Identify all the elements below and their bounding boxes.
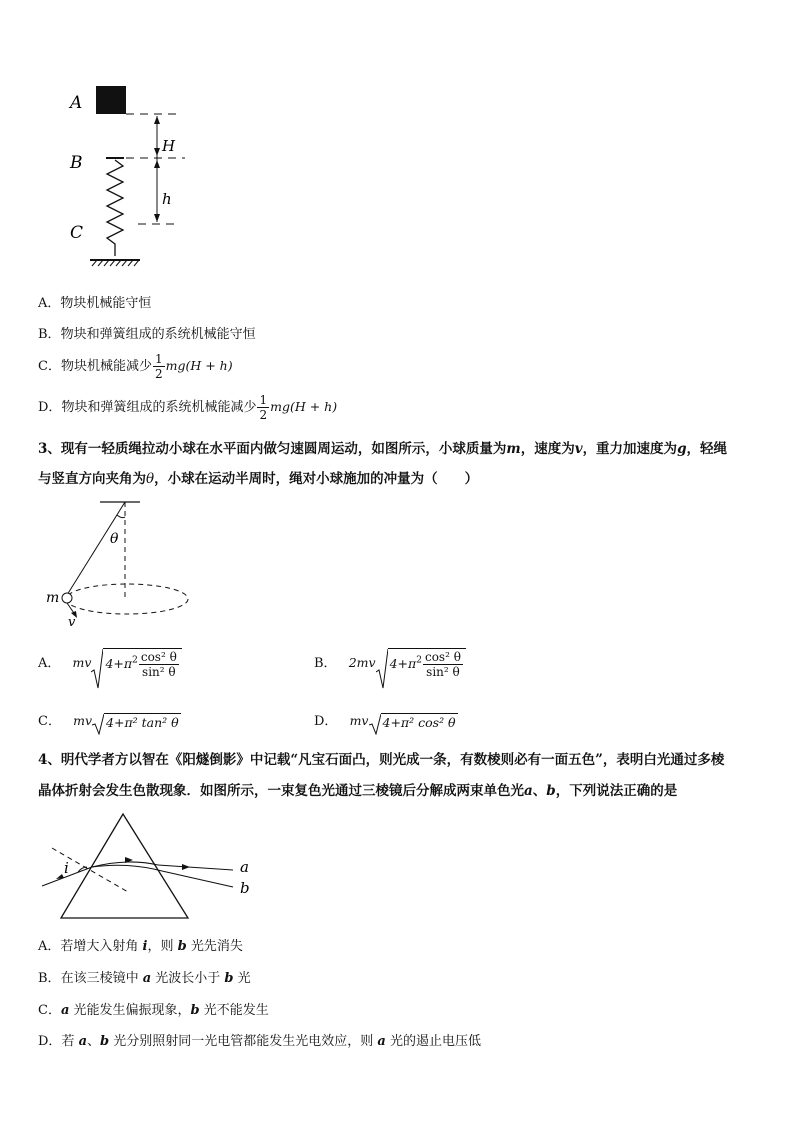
q4-option-b[interactable]: B．在该三棱镜中 a 光波长小于 b 光 [38,971,251,986]
option-key: D． [314,714,338,729]
sqrt-radical: $4+\pi^2$ $\frac{\text{cos² θ}}{\text{sin² θ}}$ [376,648,466,679]
q3-stem-line2: 与竖直方向夹角为θ，小球在运动半周时，绳对小球施加的冲量为（ ） [38,471,479,487]
q4-option-c[interactable]: C．a 光能发生偏振现象，b 光不能发生 [38,1003,269,1018]
fig4-i: i [64,859,69,877]
q4-stem-line1: 4、明代学者方以智在《阳燧倒影》中记载“凡宝石面凸，则光成一条，有数棱则必有一面五色”，表明白光通过多棱 [38,752,725,768]
q3-option-d[interactable] [314,710,458,731]
fig4-a: a [240,858,249,876]
arrow-up-icon [154,160,160,168]
option-text: 物块和弹簧组成的系统机械能守恒 [60,327,256,342]
option-key: C． [38,359,61,374]
ray-b-inside [92,865,162,871]
fig1-label-H: H [162,137,176,155]
option-text: 物块和弹簧组成的系统机械能减少 [61,400,257,415]
option-text: 物块机械能守恒 [60,296,152,311]
ray-b-out [162,871,233,887]
fig4-b: b [240,879,250,897]
orbit-ellipse [66,584,188,614]
fig3-theta: θ [110,531,119,547]
formula: 2mv [348,655,376,670]
fig1-label-c: C [70,223,84,243]
block [96,86,126,114]
option-key: C． [38,714,61,729]
arrow-down-icon [154,214,160,222]
sqrt-radical: $4+\pi^2$ $\frac{\text{cos² θ}}{\text{sin² θ}}$ [91,648,181,679]
arrow-up-icon [154,116,160,124]
fig1-label-h: h [162,190,172,208]
arrow-icon [182,864,190,870]
formula: mg(H + h) [165,358,233,373]
q2-option-d[interactable] [38,393,337,422]
q2-option-a[interactable] [38,292,151,311]
q4-option-a[interactable]: A．若增大入射角 i，则 b 光先消失 [38,939,243,954]
conical-pendulum-figure [40,495,200,635]
option-key: A． [38,296,61,311]
q3-stem-line1: 3、现有一轻质绳拉动小球在水平面内做匀速圆周运动，如图所示，小球质量为m，速度为v，重力加速度为g，轻绳 [38,441,728,457]
fraction: $\frac{1}{2}$ [259,393,268,422]
q3-option-c[interactable] [38,710,181,731]
prism-figure [38,810,268,925]
q2-option-c[interactable] [38,352,233,381]
q2-option-b[interactable] [38,323,256,342]
string [67,502,125,595]
q3-option-b[interactable] [314,648,466,679]
option-text: 物块机械能减少 [60,359,152,374]
sqrt-radical: 4+π² cos² θ [369,713,458,731]
formula: mg(H + h) [270,399,338,414]
fraction: $\frac{1}{2}$ [154,352,163,381]
option-key: B． [314,656,337,671]
block-spring-figure [60,80,200,280]
sqrt-radical: 4+π² tan² θ [92,713,181,731]
option-key: A． [38,656,61,671]
angle-arc [117,515,125,518]
q4-stem-line2: 晶体折射会发生色散现象．如图所示，一束复色光通过三棱镜后分解成两束单色光a、b，下列说法正确的是 [38,783,678,799]
formula: mv [73,713,93,728]
fig1-label-b: B [70,153,83,173]
spring [107,160,123,256]
ball [62,593,72,603]
fig3-m: m [46,590,60,606]
q4-option-d[interactable]: D．若 a、b 光分别照射同一光电管都能发生光电效应，则 a 光的遏止电压低 [38,1034,481,1049]
formula: mv [349,713,369,728]
arrow-down-icon [154,148,160,156]
ray-a-out [158,865,233,870]
formula: mv [72,655,92,670]
option-key: D． [38,400,62,415]
q3-option-a[interactable] [38,648,182,679]
option-key: B． [38,327,61,342]
fig3-v: v [68,615,76,630]
fig1-label-a: A [70,93,83,113]
